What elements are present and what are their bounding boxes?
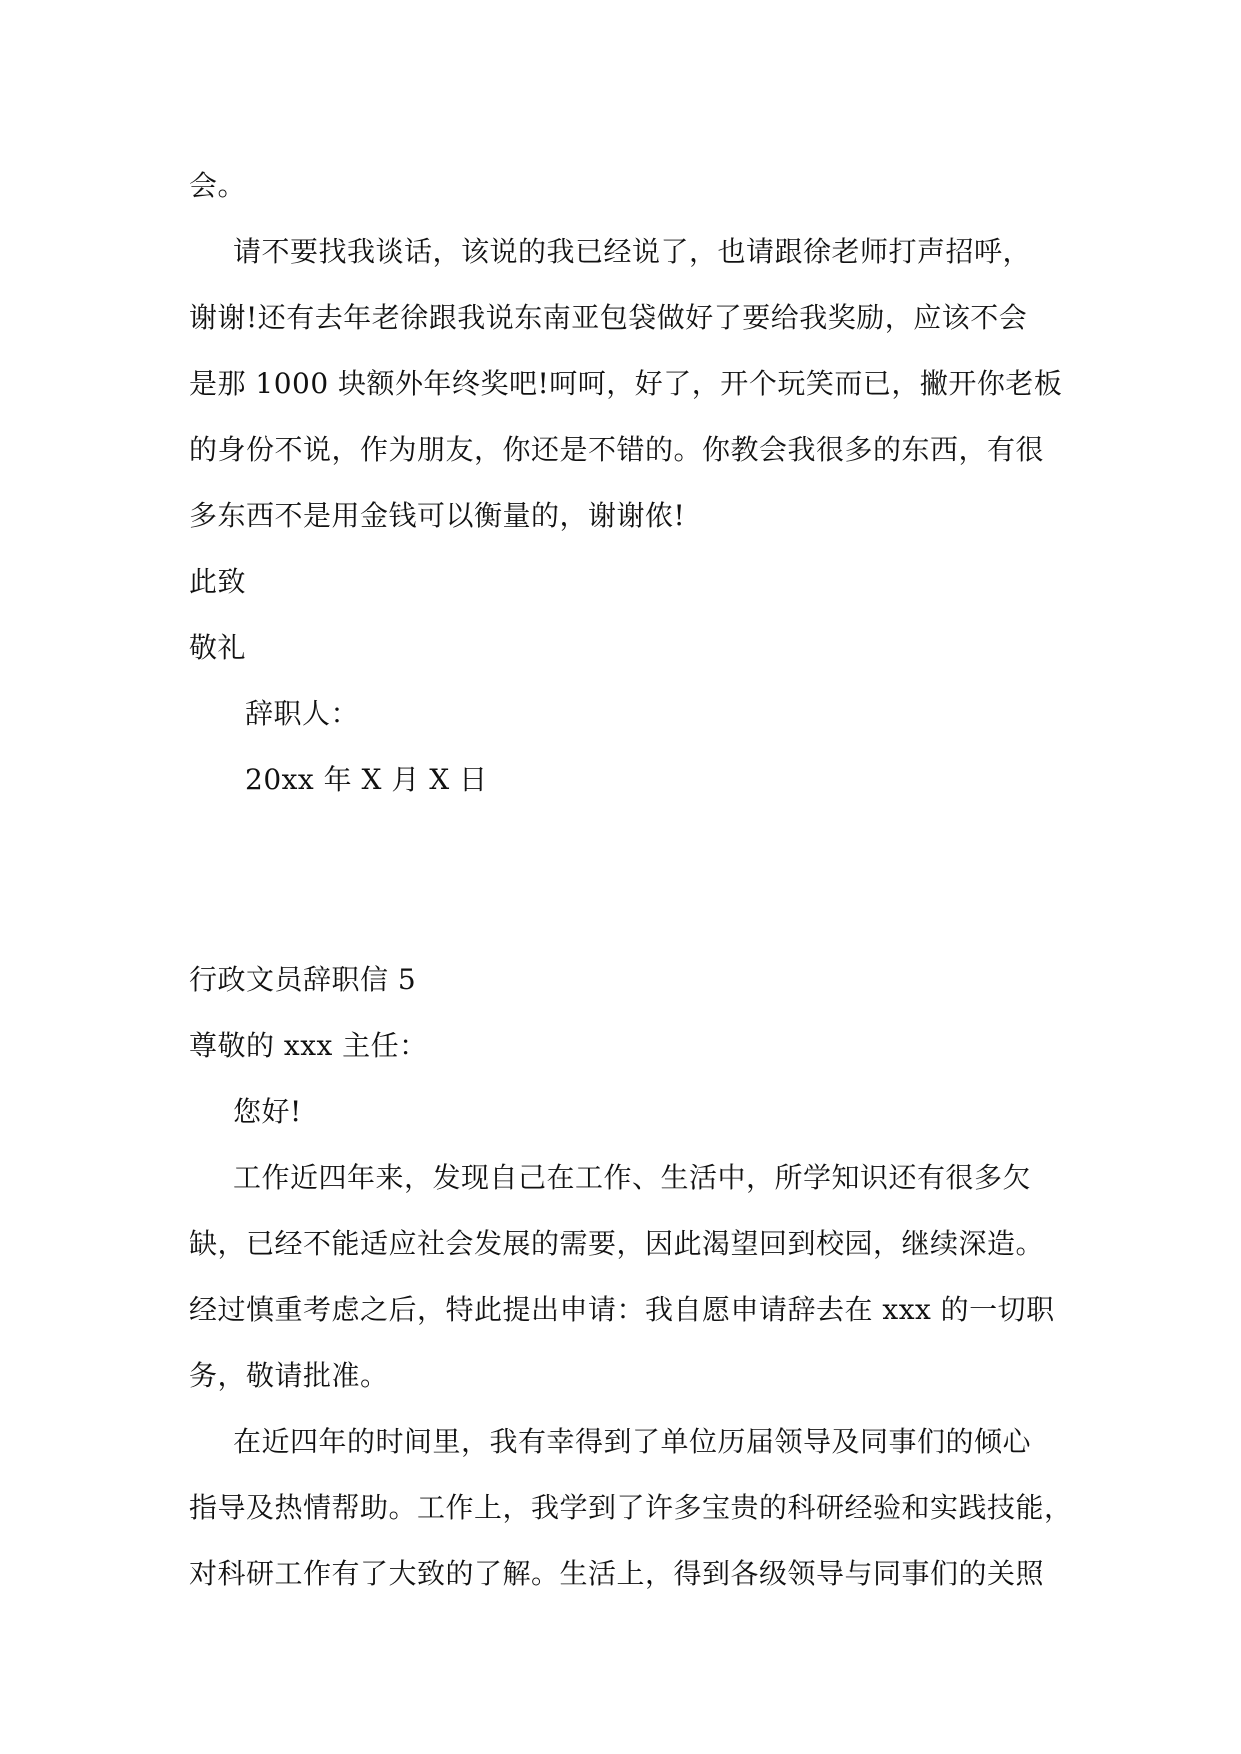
signature-date: 20xx 年 X 月 X 日 xyxy=(245,763,488,796)
paragraph-line: 多东西不是用金钱可以衡量的，谢谢侬! xyxy=(189,499,686,532)
section-title: 行政文员辞职信 5 xyxy=(189,963,417,996)
paragraph-line: 的身份不说，作为朋友，你还是不错的。你教会我很多的东西，有很 xyxy=(189,433,1045,466)
closing-jing-li: 敬礼 xyxy=(189,631,247,664)
paragraph-line: 工作近四年来，发现自己在工作、生活中，所学知识还有很多欠 xyxy=(233,1161,1032,1194)
paragraph-line: 在近四年的时间里，我有幸得到了单位历届领导及同事们的倾心 xyxy=(233,1425,1032,1458)
closing-ci-zhi: 此致 xyxy=(189,565,247,598)
paragraph-line: 缺，已经不能适应社会发展的需要，因此渴望回到校园，继续深造。 xyxy=(189,1227,1045,1260)
salutation: 尊敬的 xxx 主任： xyxy=(189,1029,428,1062)
paragraph-line: 请不要找我谈话，该说的我已经说了，也请跟徐老师打声招呼， xyxy=(233,235,1032,268)
paragraph-line: 经过慎重考虑之后，特此提出申请：我自愿申请辞去在 xxx 的一切职 xyxy=(189,1293,1055,1326)
paragraph-line: 指导及热情帮助。工作上，我学到了许多宝贵的科研经验和实践技能， xyxy=(189,1491,1073,1524)
greeting: 您好! xyxy=(233,1095,302,1128)
paragraph-line: 对科研工作有了大致的了解。生活上，得到各级领导与同事们的关照 xyxy=(189,1557,1045,1590)
paragraph-line: 务，敬请批准。 xyxy=(189,1359,389,1392)
paragraph-line: 是那 1000 块额外年终奖吧!呵呵，好了，开个玩笑而已，撇开你老板 xyxy=(189,367,1063,400)
continuation-text: 会。 xyxy=(189,169,247,202)
signature-label: 辞职人： xyxy=(245,697,360,730)
paragraph-line: 谢谢!还有去年老徐跟我说东南亚包袋做好了要给我奖励，应该不会 xyxy=(189,301,1028,334)
